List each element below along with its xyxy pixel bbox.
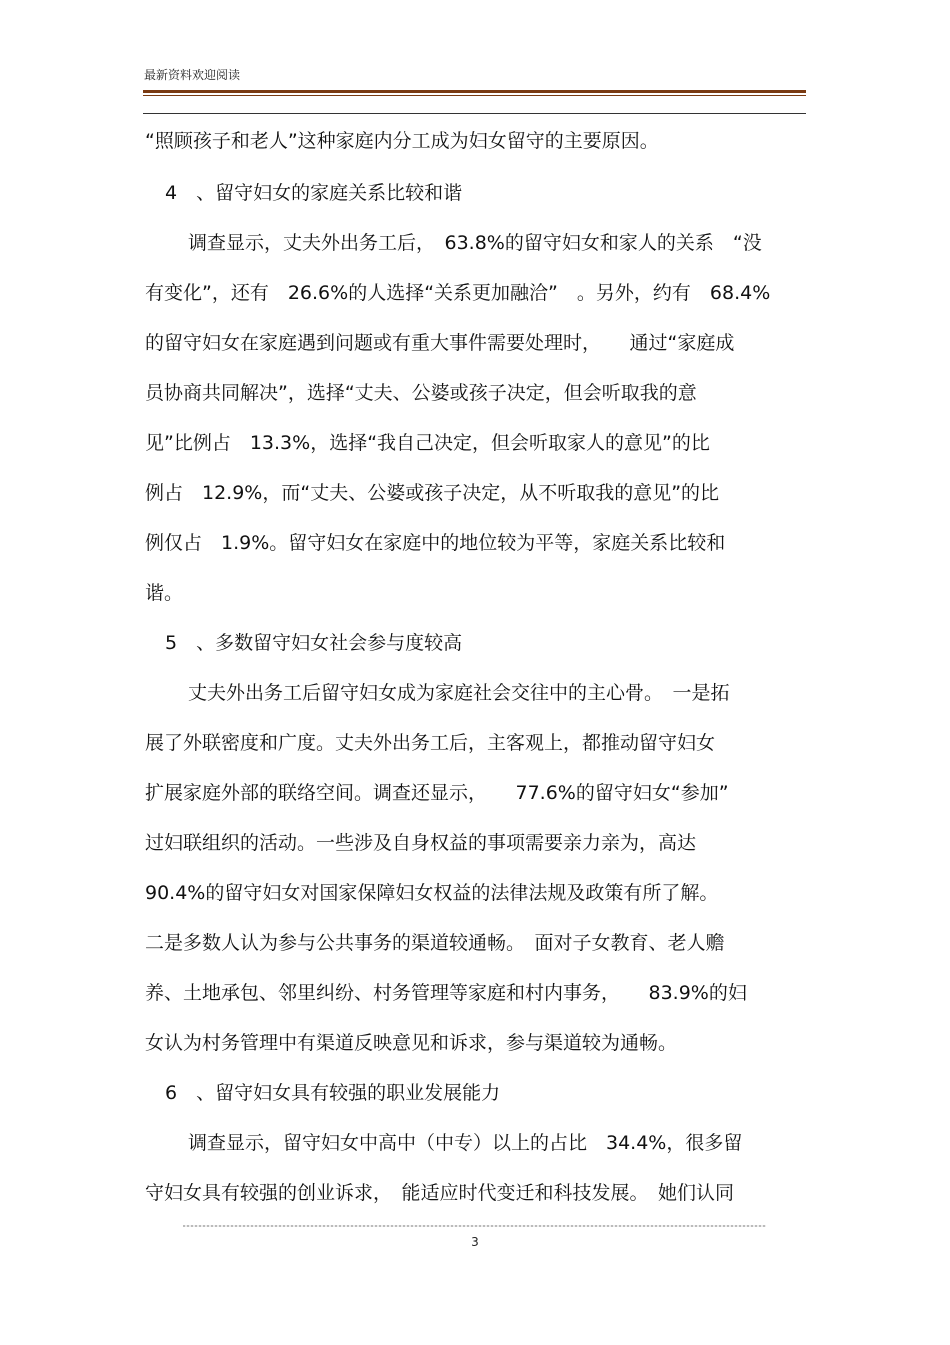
text-line: 扩展家庭外部的联络空间。调查还显示， 77.6%的留守妇女“参加” — [145, 782, 729, 804]
text-line: 养、土地承包、邻里纠纷、村务管理等家庭和村内事务， 83.9%的妇 — [145, 982, 747, 1004]
text-line: 调查显示，留守妇女中高中（中专）以上的占比 34.4%，很多留 — [188, 1132, 743, 1154]
footer-rule — [183, 1225, 766, 1227]
section-heading: 6 、留守妇女具有较强的职业发展能力 — [165, 1082, 501, 1104]
text-line: 二是多数人认为参与公共事务的渠道较通畅。 面对子女教育、老人赡 — [145, 932, 725, 954]
text-line: 守妇女具有较强的创业诉求， 能适应时代变迁和科技发展。 她们认同 — [145, 1182, 735, 1204]
text-line: 的留守妇女在家庭遇到问题或有重大事件需要处理时， 通过“家庭成 — [145, 332, 735, 354]
text-line: 展了外联密度和广度。丈夫外出务工后，主客观上，都推动留守妇女 — [145, 732, 716, 754]
section-heading: 5 、多数留守妇女社会参与度较高 — [165, 632, 463, 654]
text-line: 女认为村务管理中有渠道反映意见和诉求，参与渠道较为通畅。 — [145, 1032, 678, 1054]
text-line: 调查显示，丈夫外出务工后， 63.8%的留守妇女和家人的关系 “没 — [188, 232, 762, 254]
text-line: 例仅占 1.9%。留守妇女在家庭中的地位较为平等，家庭关系比较和 — [145, 532, 726, 554]
text-line: 有变化”，还有 26.6%的人选择“关系更加融洽” 。另外，约有 68.4% — [145, 282, 771, 304]
header-label: 最新资料欢迎阅读 — [144, 68, 241, 82]
header-rule-thick — [143, 90, 806, 93]
text-line: 90.4%的留守妇女对国家保障妇女权益的法律法规及政策有所了解。 — [145, 882, 719, 904]
text-line: 员协商共同解决”，选择“丈夫、公婆或孩子决定，但会听取我的意 — [145, 382, 697, 404]
page-number: 3 — [471, 1235, 479, 1249]
text-line: “照顾孩子和老人”这种家庭内分工成为妇女留守的主要原因。 — [145, 130, 659, 152]
header-rule-line — [143, 113, 806, 114]
text-line: 过妇联组织的活动。一些涉及自身权益的事项需要亲力亲为，高达 — [145, 832, 697, 854]
text-line: 谐。 — [145, 582, 184, 604]
text-line: 见”比例占 13.3%，选择“我自己决定，但会听取家人的意见”的比 — [145, 432, 710, 454]
header-rule-thin — [143, 95, 806, 96]
text-line: 例占 12.9%，而“丈夫、公婆或孩子决定，从不听取我的意见”的比 — [145, 482, 720, 504]
text-line: 丈夫外出务工后留守妇女成为家庭社会交往中的主心骨。 一是拓 — [188, 682, 730, 704]
section-heading: 4 、留守妇女的家庭关系比较和谐 — [165, 182, 463, 204]
